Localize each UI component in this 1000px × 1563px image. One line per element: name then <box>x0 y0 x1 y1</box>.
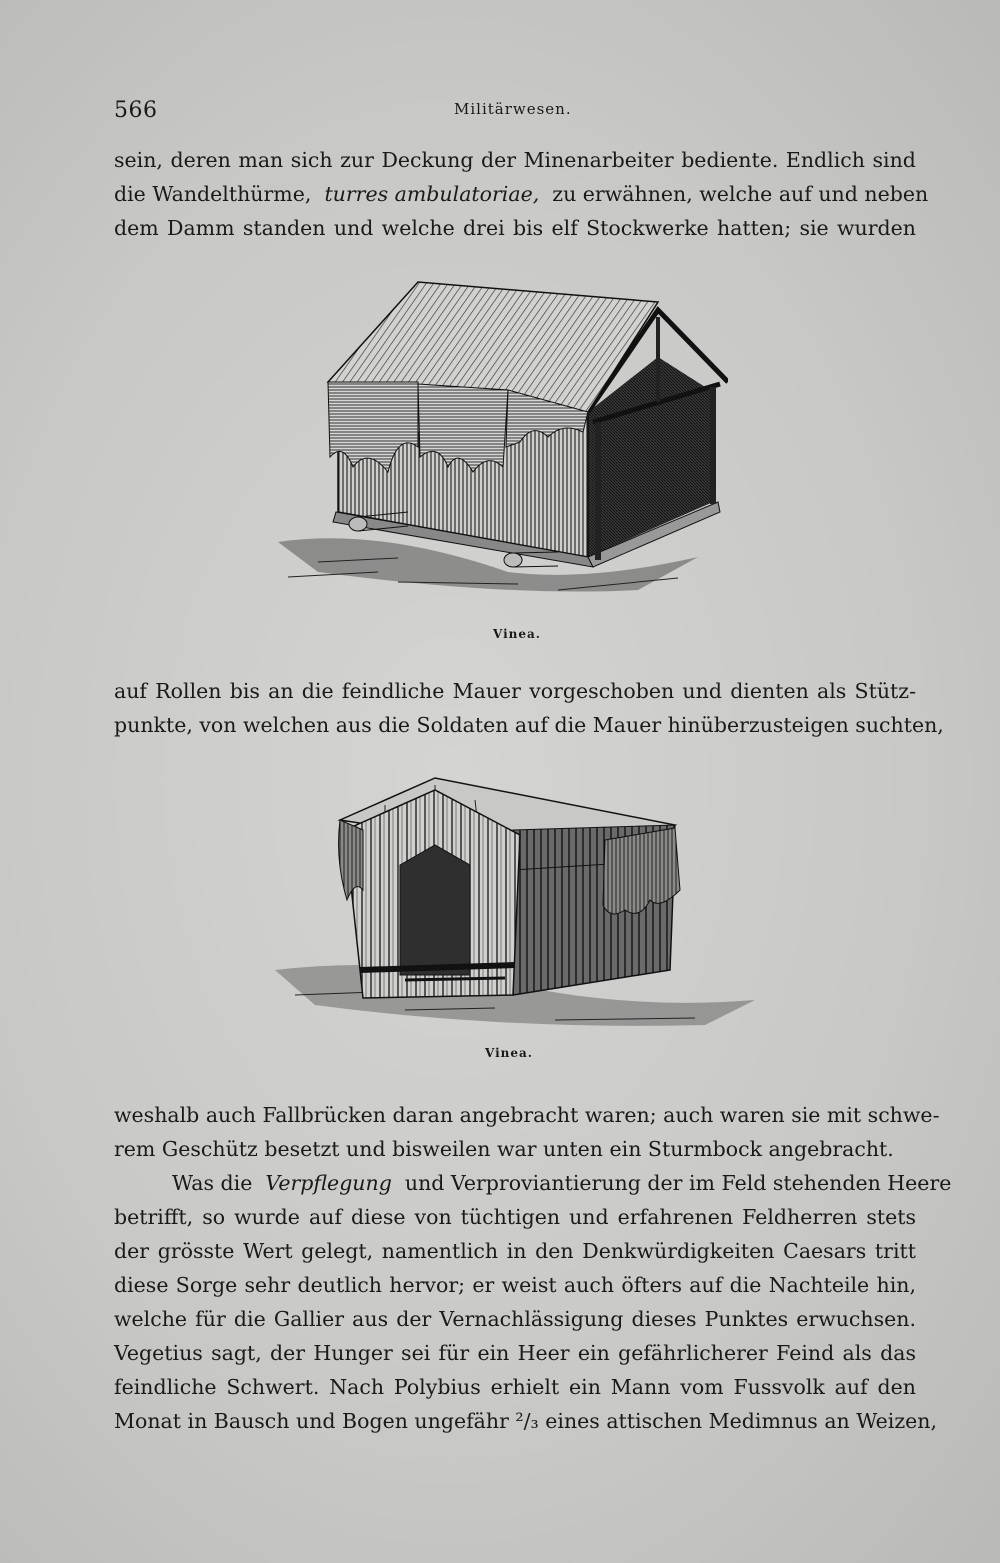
word: sich <box>290 148 333 172</box>
text-segment: zu erwähnen, welche auf und neben <box>552 182 929 206</box>
vinea-gabled-shed-illustration <box>258 272 728 602</box>
text-line: diese Sorge sehr deutlich hervor; er weist auch öfters auf die Nachteile hin, <box>114 1273 916 1297</box>
text-line: dem Damm standen und welche drei bis elf Stockwerke hatten; sie wurden <box>114 216 916 240</box>
text-line: der grösste Wert gelegt, namentlich in den Denkwürdigkeiten Caesars tritt <box>114 1239 916 1263</box>
paragraph-3 <box>114 1098 940 1166</box>
text-line: feindliche Schwert. Nach Polybius erhielt ein Mann vom Fussvolk auf den <box>114 1375 916 1399</box>
word: bediente. <box>681 148 779 172</box>
text-line: Monat in Bausch und Bogen ungefähr ²/₃ eines attischen Medimnus an Weizen, <box>114 1409 938 1433</box>
word: der <box>480 148 517 172</box>
text-line: Vegetius sagt, der Hunger sei für ein Heer ein gefährlicherer Feind als das <box>114 1341 916 1365</box>
text-segment: und Verproviantierung der im Feld stehenden Heere <box>404 1171 952 1195</box>
word: Minenarbeiter <box>523 148 674 172</box>
word: Deckung <box>381 148 474 172</box>
vinea-covered-shed-illustration <box>255 770 765 1040</box>
paragraph-4 <box>114 1166 952 1438</box>
word: man <box>238 148 284 172</box>
word: zur <box>340 148 374 172</box>
figure-caption: Vinea. <box>485 1046 533 1060</box>
page-header <box>114 98 916 128</box>
text-segment: Was die <box>172 1171 253 1195</box>
running-title: Militärwesen. <box>454 100 572 118</box>
text-line: rem Geschütz besetzt und bisweilen war unten ein Sturmbock angebracht. <box>114 1137 894 1161</box>
paragraph-1 <box>114 143 929 245</box>
word: sind <box>872 148 916 172</box>
text-line <box>114 1166 952 1200</box>
text-line: weshalb auch Fallbrücken daran angebracht waren; auch waren sie mit schwe- <box>114 1103 940 1127</box>
text-line: auf Rollen bis an die feindliche Mauer vorgeschoben und dienten als Stütz- <box>114 679 916 703</box>
text-line: punkte, von welchen aus die Soldaten auf die Mauer hinüberzusteigen suchten, <box>114 713 944 737</box>
text-line <box>114 177 929 211</box>
word: sein, <box>114 148 163 172</box>
page-number: 566 <box>114 98 158 123</box>
text-segment: die Wandelthürme, <box>114 182 312 206</box>
word: deren <box>170 148 231 172</box>
italic-term: turres ambulatoriae, <box>324 182 540 206</box>
text-line: welche für die Gallier aus der Vernachlässigung dieses Punktes erwuchsen. <box>114 1307 916 1331</box>
figure-caption: Vinea. <box>493 627 541 641</box>
text-line <box>114 143 916 177</box>
paragraph-2 <box>114 674 944 742</box>
text-line: betrifft, so wurde auf diese von tüchtigen und erfahrenen Feldherren stets <box>114 1205 916 1229</box>
italic-term: Verpflegung <box>265 1171 392 1195</box>
word: Endlich <box>785 148 865 172</box>
